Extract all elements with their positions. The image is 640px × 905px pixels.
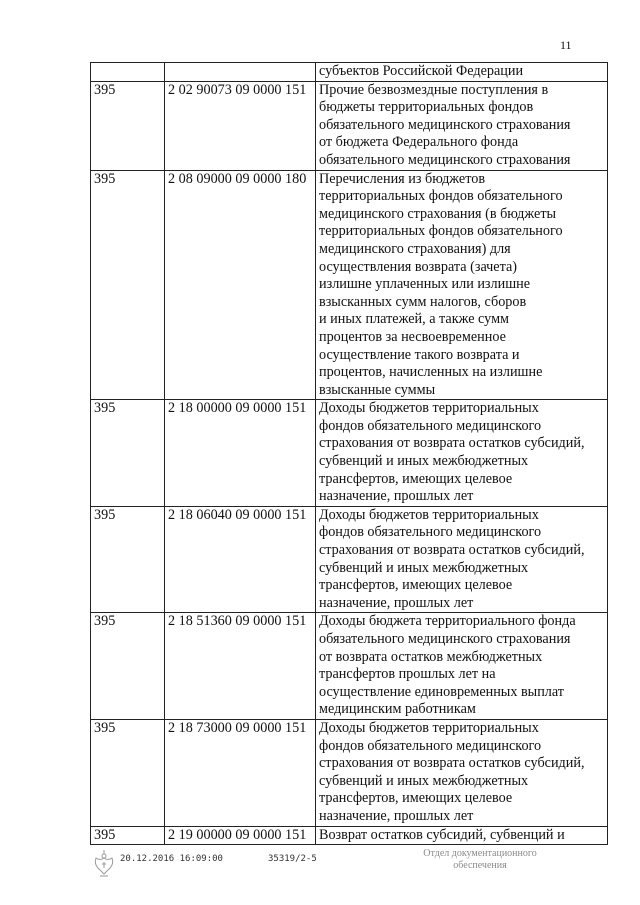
document-id: 35319/2-5	[268, 854, 317, 864]
table-row	[91, 81, 608, 170]
description-cell: субъектов Российской Федерации	[316, 63, 608, 82]
description-cell: Доходы бюджетов территориальных фондов обязательного медицинского страхования от возврата остатков субсидий, субвенций и иных межбюджетных трансфертов, имеющих целевое назначение, прошлых лет	[316, 719, 608, 826]
page-number: 11	[560, 38, 572, 52]
description-cell: Прочие безвозмездные поступления в бюджеты территориальных фондов обязательного медицинского страхования от бюджета Федерального фонда обязательного медицинского страхования	[316, 81, 608, 170]
budget-code-cell: 2 02 90073 09 0000 151	[165, 81, 316, 170]
table-row	[91, 63, 608, 82]
table-row	[91, 170, 608, 400]
budget-code-cell: 2 19 00000 09 0000 151	[165, 826, 316, 845]
admin-code-cell: 395	[91, 400, 165, 507]
description-cell: Доходы бюджета территориального фонда обязательного медицинского страхования от возврата остатков межбюджетных трансфертов прошлых лет на осуществление единовременных выплат медицинским работникам	[316, 613, 608, 720]
budget-code-cell: 2 18 51360 09 0000 151	[165, 613, 316, 720]
stamp-line-1: Отдел документационного	[423, 848, 537, 859]
table-row	[91, 506, 608, 613]
admin-code-cell	[91, 63, 165, 82]
stamp-line-2: обеспечения	[453, 860, 507, 871]
coat-of-arms-icon	[92, 848, 116, 880]
admin-code-cell: 395	[91, 170, 165, 400]
admin-code-cell: 395	[91, 719, 165, 826]
revenue-codes-table	[90, 62, 608, 845]
table-row	[91, 613, 608, 720]
budget-code-cell: 2 18 73000 09 0000 151	[165, 719, 316, 826]
budget-code-cell	[165, 63, 316, 82]
budget-code-cell: 2 18 06040 09 0000 151	[165, 506, 316, 613]
description-cell: Доходы бюджетов территориальных фондов обязательного медицинского страхования от возврата остатков субсидий, субвенций и иных межбюджетных трансфертов, имеющих целевое назначение, прошлых лет	[316, 506, 608, 613]
description-cell: Доходы бюджетов территориальных фондов обязательного медицинского страхования от возврата остатков субсидий, субвенций и иных межбюджетных трансфертов, имеющих целевое назначение, прошлых лет	[316, 400, 608, 507]
budget-code-cell: 2 08 09000 09 0000 180	[165, 170, 316, 400]
admin-code-cell: 395	[91, 506, 165, 613]
description-cell: Возврат остатков субсидий, субвенций и	[316, 826, 608, 845]
admin-code-cell: 395	[91, 81, 165, 170]
admin-code-cell: 395	[91, 826, 165, 845]
table-row	[91, 826, 608, 845]
table-row	[91, 719, 608, 826]
registration-stamp	[385, 848, 575, 872]
print-timestamp: 20.12.2016 16:09:00	[120, 854, 223, 864]
description-cell: Перечисления из бюджетов территориальных фондов обязательного медицинского страхования (в бюджеты территориальных фондов обязательного медицинского страхования) для осуществления возврата (зачета) излишне уплаченных или излишне взысканных сумм налогов, сборов и иных платежей, а также сумм процентов за несвоевременное осуществление такого возврата и процентов, начисленных на излишне взысканные суммы	[316, 170, 608, 400]
budget-code-cell: 2 18 00000 09 0000 151	[165, 400, 316, 507]
admin-code-cell: 395	[91, 613, 165, 720]
table-row	[91, 400, 608, 507]
